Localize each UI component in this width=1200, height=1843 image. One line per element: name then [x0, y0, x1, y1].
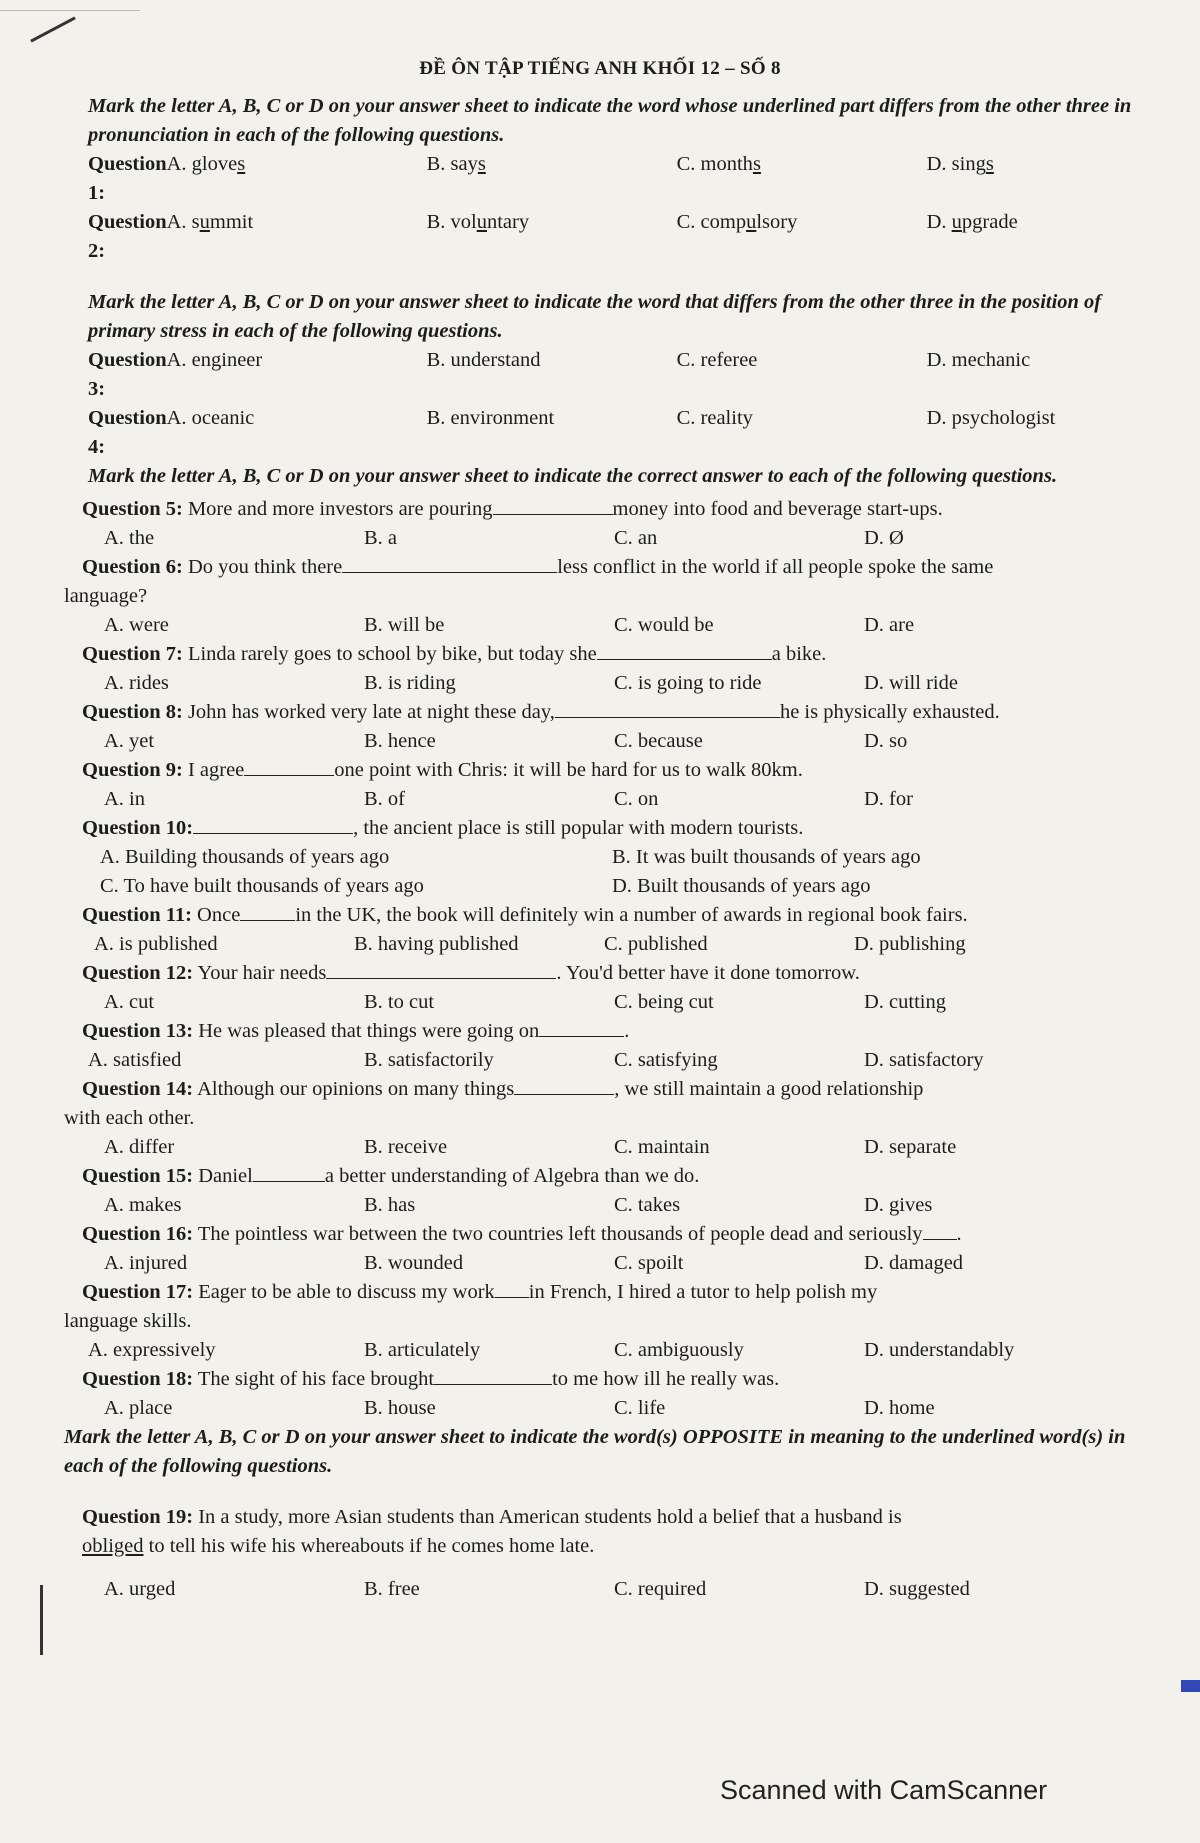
option-b: B. is riding — [364, 672, 456, 694]
question-label: Question 3: — [88, 349, 167, 400]
question-number: Question 14: — [82, 1078, 194, 1100]
option-c: C. would be — [614, 614, 714, 636]
options-18 — [64, 1394, 1136, 1423]
options-11 — [64, 930, 1136, 959]
option-b: B. satisfactorily — [364, 1049, 494, 1071]
option-d: D. sings — [926, 153, 994, 175]
option-b: B. having published — [354, 933, 519, 955]
question-9 — [64, 756, 1136, 785]
option-a: A. yet — [104, 730, 155, 752]
option-d: D. damaged — [864, 1252, 964, 1274]
answer-blank — [240, 902, 295, 921]
option-b: B. It was built thousands of years ago — [612, 846, 921, 868]
option-a: A. expressively — [88, 1339, 216, 1361]
option-c: C. months — [676, 153, 761, 175]
option-d: D. satisfactory — [864, 1049, 984, 1071]
option-b: B. says — [426, 153, 486, 175]
question-text: , the ancient place is still popular with modern tourists. — [353, 817, 804, 839]
options-15 — [64, 1191, 1136, 1220]
option-a: A. makes — [104, 1194, 182, 1216]
option-d: D. will ride — [864, 672, 958, 694]
option-a: A. summit — [166, 211, 254, 233]
question-8 — [64, 698, 1136, 727]
question-label: Question 1: — [88, 153, 167, 204]
option-b: B. environment — [426, 407, 555, 429]
question-number: Question 18: — [82, 1368, 194, 1390]
instruction-opposite: Mark the letter A, B, C or D on your answer sheet to indicate the word(s) OPPOSITE in meaning to the underlined word(s) in each of the following questions. — [64, 1426, 1126, 1477]
question-number: Question 16: — [82, 1223, 194, 1245]
question-number: Question 12: — [82, 962, 194, 984]
options-19 — [64, 1575, 1136, 1604]
question-label: Question 2: — [88, 211, 167, 262]
options-9 — [64, 785, 1136, 814]
question-text: Do you think there — [187, 556, 343, 578]
question-3 — [64, 346, 1136, 404]
options-8 — [64, 727, 1136, 756]
scan-edge-line — [0, 10, 140, 11]
option-b: B. understand — [426, 349, 541, 371]
question-4 — [64, 404, 1136, 462]
question-text: The sight of his face brought — [197, 1368, 435, 1390]
underlined-word: obliged — [82, 1535, 144, 1557]
option-d: D. home — [864, 1397, 935, 1419]
options-5 — [64, 524, 1136, 553]
option-c: C. reality — [676, 407, 753, 429]
question-text: Linda rarely goes to school by bike, but today she — [187, 643, 597, 665]
answer-blank — [923, 1221, 957, 1240]
option-d: D. publishing — [854, 933, 966, 955]
question-2 — [64, 208, 1136, 266]
answer-blank — [434, 1366, 552, 1385]
answer-blank — [555, 699, 780, 718]
question-text: Although our opinions on many things — [197, 1078, 515, 1100]
question-number: Question 17: — [82, 1281, 194, 1303]
option-b: B. receive — [364, 1136, 448, 1158]
question-number: Question 19: — [82, 1506, 194, 1528]
option-d: D. separate — [864, 1136, 957, 1158]
question-number: Question 6: — [82, 556, 183, 578]
question-text: More and more investors are pouring — [187, 498, 493, 520]
option-b: B. will be — [364, 614, 445, 636]
answer-blank — [495, 1279, 529, 1298]
option-c: C. an — [614, 527, 658, 549]
instruction-pronunciation: Mark the letter A, B, C or D on your answer sheet to indicate the word whose underlined part differs from the other three in pronunciation in each of the following questions. — [88, 95, 1132, 146]
option-d: D. are — [864, 614, 915, 636]
question-text: I agree — [187, 759, 245, 781]
pen-mark — [30, 16, 76, 42]
option-a: A. gloves — [166, 153, 246, 175]
option-a: A. in — [104, 788, 145, 810]
question-number: Question 11: — [82, 904, 192, 926]
option-b: B. wounded — [364, 1252, 464, 1274]
question-number: Question 9: — [82, 759, 183, 781]
option-a: A. were — [104, 614, 169, 636]
option-a: A. oceanic — [166, 407, 255, 429]
question-12 — [64, 959, 1136, 988]
question-text: , we still maintain a good relationship — [614, 1078, 924, 1100]
question-text: He was pleased that things were going on — [198, 1020, 540, 1042]
question-19 — [64, 1503, 1136, 1532]
instruction-stress: Mark the letter A, B, C or D on your answer sheet to indicate the word that differs from the other three in the position of primary stress in each of the following questions. — [88, 291, 1102, 342]
question-number: Question 15: — [82, 1165, 194, 1187]
question-text: he is physically exhausted. — [779, 701, 1000, 723]
option-d: D. upgrade — [926, 211, 1018, 233]
option-b: B. of — [364, 788, 405, 810]
option-a: A. rides — [104, 672, 169, 694]
option-a: A. is published — [94, 933, 218, 955]
question-text: Eager to be able to discuss my work — [198, 1281, 495, 1303]
question-text: a better understanding of Algebra than we do. — [324, 1165, 700, 1187]
option-a: A. cut — [104, 991, 155, 1013]
option-c: C. on — [614, 788, 659, 810]
question-text: Daniel — [198, 1165, 253, 1187]
options-17 — [64, 1336, 1136, 1365]
question-text: to me how ill he really was. — [552, 1368, 780, 1390]
option-d: D. suggested — [864, 1578, 970, 1600]
option-a: A. the — [104, 527, 155, 549]
question-text: a bike. — [771, 643, 827, 665]
answer-blank — [326, 960, 556, 979]
question-text: money into food and beverage start-ups. — [612, 498, 943, 520]
option-c: C. takes — [614, 1194, 681, 1216]
option-a: A. satisfied — [88, 1049, 182, 1071]
option-b: B. has — [364, 1194, 416, 1216]
question-1 — [64, 150, 1136, 208]
answer-blank — [253, 1163, 325, 1182]
option-a: A. injured — [104, 1252, 188, 1274]
option-c: C. because — [614, 730, 703, 752]
options-16 — [64, 1249, 1136, 1278]
answer-blank — [493, 496, 613, 515]
option-c: C. life — [614, 1397, 666, 1419]
option-b: B. to cut — [364, 991, 435, 1013]
option-a: A. place — [104, 1397, 173, 1419]
blue-scan-mark — [1181, 1680, 1200, 1692]
option-c: C. referee — [676, 349, 758, 371]
question-number: Question 8: — [82, 701, 183, 723]
options-13 — [64, 1046, 1136, 1075]
option-a: A. differ — [104, 1136, 175, 1158]
option-c: C. is going to ride — [614, 672, 762, 694]
question-text: less conflict in the world if all people spoke the same — [557, 556, 994, 578]
answer-blank — [342, 554, 557, 573]
question-text: to tell his wife his whereabouts if he comes home late. — [148, 1535, 595, 1557]
option-c: C. compulsory — [676, 211, 798, 233]
option-c: C. spoilt — [614, 1252, 684, 1274]
options — [167, 404, 1177, 433]
options — [167, 150, 1177, 179]
options-7 — [64, 669, 1136, 698]
options-12 — [64, 988, 1136, 1017]
option-b: B. hence — [364, 730, 436, 752]
options-10-row2 — [64, 872, 1136, 901]
option-d: D. mechanic — [926, 349, 1031, 371]
options-14 — [64, 1133, 1136, 1162]
option-b: B. voluntary — [426, 211, 530, 233]
option-a: A. urged — [104, 1578, 176, 1600]
instruction-correct-answer: Mark the letter A, B, C or D on your answer sheet to indicate the correct answer to each of the following questions. — [88, 465, 1058, 487]
options — [167, 346, 1177, 375]
question-number: Question 10: — [82, 817, 194, 839]
question-text: in French, I hired a tutor to help polish my — [528, 1281, 878, 1303]
option-d: D. understandably — [864, 1339, 1015, 1361]
option-c: C. ambiguously — [614, 1339, 744, 1361]
option-a: A. engineer — [166, 349, 263, 371]
option-d: D. Built thousands of years ago — [612, 875, 871, 897]
option-d: D. gives — [864, 1194, 933, 1216]
answer-blank — [244, 757, 334, 776]
question-label: Question 4: — [88, 407, 167, 458]
option-c: C. being cut — [614, 991, 714, 1013]
option-c: C. To have built thousands of years ago — [100, 875, 424, 897]
option-d: D. so — [864, 730, 908, 752]
question-text: Your hair needs — [197, 962, 327, 984]
question-18 — [64, 1365, 1136, 1394]
option-a: A. Building thousands of years ago — [100, 846, 390, 868]
margin-mark — [40, 1585, 43, 1655]
option-c: C. published — [604, 933, 708, 955]
question-continuation: language? — [64, 585, 148, 607]
question-7 — [64, 640, 1136, 669]
option-c: C. required — [614, 1578, 707, 1600]
option-c: C. satisfying — [614, 1049, 718, 1071]
options — [167, 208, 1177, 237]
question-5 — [64, 495, 1136, 524]
question-13 — [64, 1017, 1136, 1046]
option-d: D. psychologist — [926, 407, 1056, 429]
option-d: D. Ø — [864, 527, 904, 549]
question-text: The pointless war between the two countries left thousands of people dead and seriously — [197, 1223, 923, 1245]
option-c: C. maintain — [614, 1136, 710, 1158]
question-number: Question 5: — [82, 498, 183, 520]
option-b: B. free — [364, 1578, 420, 1600]
answer-blank — [597, 641, 772, 660]
question-text: . — [956, 1223, 962, 1245]
question-16 — [64, 1220, 1136, 1249]
question-6 — [64, 553, 1136, 582]
question-15 — [64, 1162, 1136, 1191]
options-10-row1 — [64, 843, 1136, 872]
question-continuation: language skills. — [64, 1310, 192, 1332]
option-d: D. cutting — [864, 991, 946, 1013]
question-14 — [64, 1075, 1136, 1104]
question-text: in the UK, the book will definitely win a number of awards in regional book fairs. — [295, 904, 968, 926]
question-text: John has worked very late at night these day, — [187, 701, 555, 723]
answer-blank — [193, 815, 353, 834]
question-text: Once — [197, 904, 241, 926]
camscanner-watermark: Scanned with CamScanner — [720, 1775, 1048, 1805]
question-text: . You'd better have it done tomorrow. — [556, 962, 860, 984]
option-d: D. for — [864, 788, 913, 810]
question-continuation: with each other. — [64, 1107, 195, 1129]
question-11 — [64, 901, 1136, 930]
question-17 — [64, 1278, 1136, 1307]
answer-blank — [539, 1018, 624, 1037]
question-text: . — [624, 1020, 630, 1042]
option-b: B. a — [364, 527, 398, 549]
question-text: one point with Chris: it will be hard for us to walk 80km. — [334, 759, 803, 781]
question-19-continuation — [64, 1532, 1136, 1561]
options-6 — [64, 611, 1136, 640]
option-b: B. house — [364, 1397, 436, 1419]
answer-blank — [514, 1076, 614, 1095]
page-title: ĐỀ ÔN TẬP TIẾNG ANH KHỐI 12 – SỐ 8 — [419, 58, 781, 79]
question-number: Question 13: — [82, 1020, 194, 1042]
question-number: Question 7: — [82, 643, 183, 665]
question-10 — [64, 814, 1136, 843]
question-text: In a study, more Asian students than American students hold a belief that a husband is — [198, 1506, 902, 1528]
exam-content — [64, 92, 1136, 1604]
option-b: B. articulately — [364, 1339, 481, 1361]
